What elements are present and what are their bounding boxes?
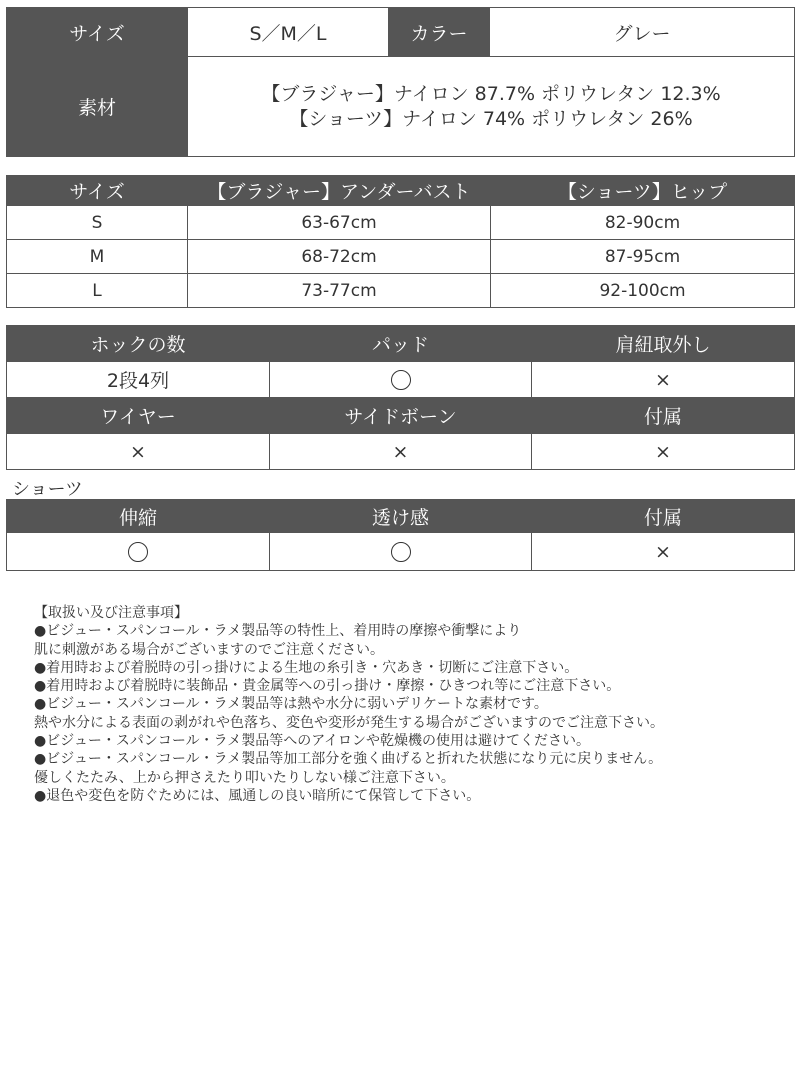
hip-cell: 87-95cm xyxy=(491,240,795,274)
size-chart-header-size: サイズ xyxy=(7,176,188,206)
material-label: 素材 xyxy=(7,57,188,157)
cross-mark-icon: × xyxy=(130,440,146,463)
accessory-value xyxy=(532,434,795,470)
material-line-shorts: 【ショーツ】ナイロン 74% ポリウレタン 26% xyxy=(289,107,693,130)
cross-mark-icon: × xyxy=(655,368,671,391)
care-note-line: ●ビジュー・スパンコール・ラメ製品等へのアイロンや乾燥機の使用は避けてください。 xyxy=(34,733,590,750)
pad-value xyxy=(270,362,532,398)
size-chart-header-underbust: 【ブラジャー】アンダーバスト xyxy=(188,176,491,206)
accessory-header: 付属 xyxy=(532,398,795,434)
side-bone-header: サイドボーン xyxy=(270,398,532,434)
table-row xyxy=(7,274,795,308)
care-notes xyxy=(34,604,664,805)
care-note-line: 熱や水分による表面の剥がれや色落ち、変色や変形が発生する場合がございますのでご注意下さい。 xyxy=(34,714,664,731)
size-chart-header-hip: 【ショーツ】ヒップ xyxy=(491,176,795,206)
size-cell: S xyxy=(7,206,188,240)
stretch-header: 伸縮 xyxy=(7,500,270,533)
care-note-line: 優しくたたみ、上から押さえたり叩いたりしない様ご注意下さい。 xyxy=(34,769,455,786)
care-note-line: ●着用時および着脱時に装飾品・貴金属等への引っ掛け・摩擦・ひきつれ等にご注意下さい。 xyxy=(34,678,621,695)
underbust-cell: 63-67cm xyxy=(188,206,491,240)
color-label: カラー xyxy=(389,8,490,57)
hook-count-header: ホックの数 xyxy=(7,326,270,362)
hip-cell: 82-90cm xyxy=(491,206,795,240)
care-note-line: 肌に刺激がある場合がございますのでご注意ください。 xyxy=(34,641,384,658)
strap-removable-value xyxy=(532,362,795,398)
table-row xyxy=(7,206,795,240)
cross-mark-icon: × xyxy=(392,440,409,463)
sheerness-value xyxy=(270,533,532,571)
cross-mark-icon: × xyxy=(655,440,671,463)
shorts-accessory-header: 付属 xyxy=(532,500,795,533)
care-note-line: ●ビジュー・スパンコール・ラメ製品等は熱や水分に弱いデリケートな素材です。 xyxy=(34,696,548,713)
care-note-line: ●退色や変色を防ぐためには、風通しの良い暗所にて保管して下さい。 xyxy=(34,787,481,804)
shorts-accessory-value xyxy=(532,533,795,571)
hook-count-value xyxy=(7,362,270,398)
underbust-cell: 68-72cm xyxy=(188,240,491,274)
care-note-line: ●ビジュー・スパンコール・ラメ製品等の特性上、着用時の摩擦や衝撃により xyxy=(34,623,522,640)
sheerness-header: 透け感 xyxy=(270,500,532,533)
wire-header: ワイヤー xyxy=(7,398,270,434)
size-value: S／M／L xyxy=(188,8,389,57)
material-line-bra: 【ブラジャー】ナイロン 87.7% ポリウレタン 12.3% xyxy=(261,82,721,105)
size-label: サイズ xyxy=(7,8,188,57)
care-note-line: ●着用時および着脱時の引っ掛けによる生地の糸引き・穴あき・切断にご注意下さい。 xyxy=(34,659,579,676)
bra-features-table xyxy=(6,325,795,470)
care-note-line: ●ビジュー・スパンコール・ラメ製品等加工部分を強く曲げると折れた状態になり元に戻りません。 xyxy=(34,751,663,768)
hip-cell: 92-100cm xyxy=(491,274,795,308)
side-bone-value xyxy=(270,434,532,470)
circle-mark-icon xyxy=(391,542,411,562)
underbust-cell: 73-77cm xyxy=(188,274,491,308)
stretch-value xyxy=(7,533,270,571)
size-chart-table xyxy=(6,175,795,308)
circle-mark-icon xyxy=(128,542,148,562)
color-value: グレー xyxy=(490,8,795,57)
wire-value xyxy=(7,434,270,470)
cross-mark-icon: × xyxy=(655,540,671,563)
pad-header: パッド xyxy=(270,326,532,362)
strap-removable-header: 肩紐取外し xyxy=(532,326,795,362)
material-value xyxy=(188,57,795,157)
shorts-features-table xyxy=(6,499,795,571)
size-cell: M xyxy=(7,240,188,274)
circle-mark-icon xyxy=(391,370,411,390)
shorts-section-label: ショーツ xyxy=(12,479,83,500)
spec-table xyxy=(6,7,795,157)
hook-count-text: 2段4列 xyxy=(106,370,170,392)
table-row xyxy=(7,240,795,274)
size-cell: L xyxy=(7,274,188,308)
care-notes-title: 【取扱い及び注意事項】 xyxy=(34,605,188,621)
